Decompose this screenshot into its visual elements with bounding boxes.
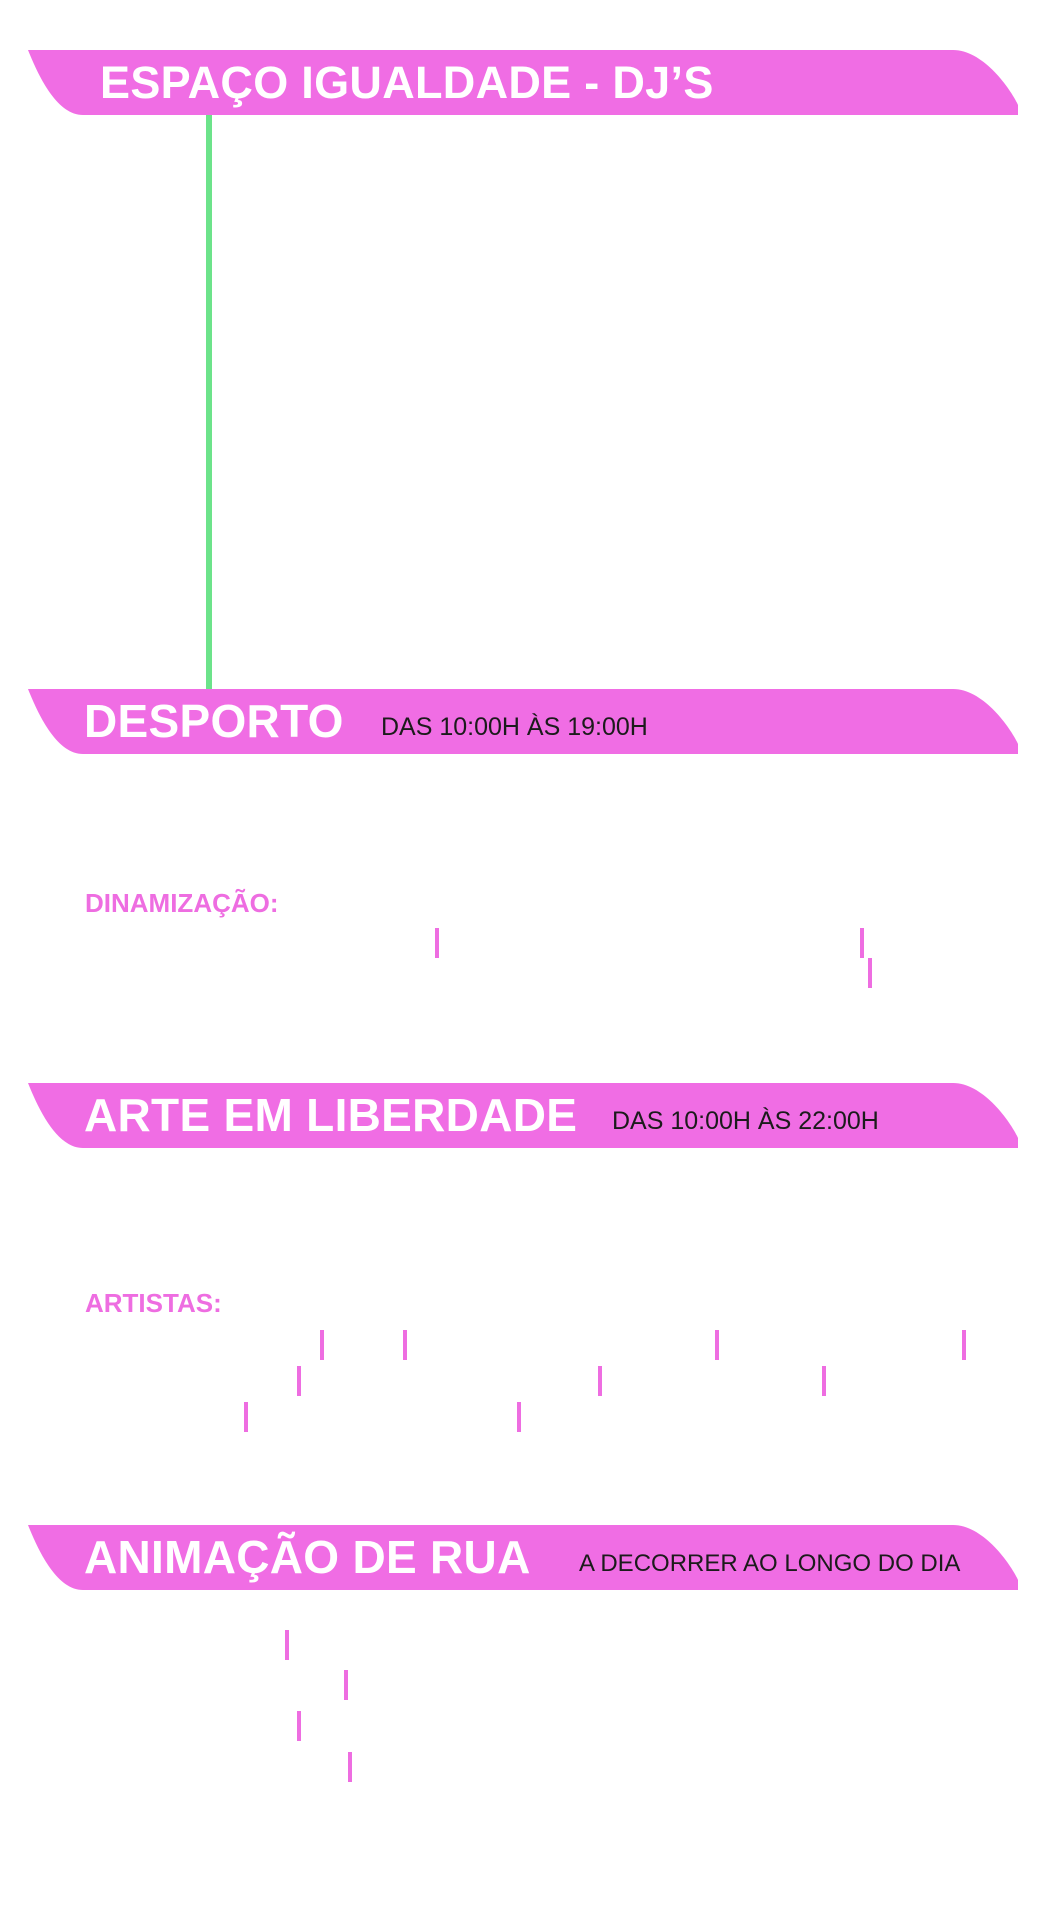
- section-title: ANIMAÇÃO DE RUA: [84, 1531, 531, 1583]
- separator-bar: [962, 1330, 966, 1360]
- separator-bar: [868, 958, 872, 988]
- separator-bar: [244, 1402, 248, 1432]
- separator-bar: [297, 1711, 301, 1741]
- separator-bar: [715, 1330, 719, 1360]
- section-banner-desporto: [28, 689, 1018, 754]
- separator-bar: [320, 1330, 324, 1360]
- separator-bar: [822, 1366, 826, 1396]
- section-schedule: A DECORRER AO LONGO DO DIA: [579, 1550, 961, 1577]
- section-title: DESPORTO: [84, 695, 344, 747]
- separator-bar: [344, 1670, 348, 1700]
- artistas-label: ARTISTAS:: [85, 1288, 222, 1318]
- dinamizacao-label: DINAMIZAÇÃO:: [85, 888, 279, 918]
- section-schedule: DAS 10:00H ÀS 19:00H: [381, 713, 648, 741]
- separator-bar: [285, 1630, 289, 1660]
- separator-bar: [860, 928, 864, 958]
- separator-bar: [348, 1752, 352, 1782]
- section-banner-arte-em-liberdade: [28, 1083, 1018, 1148]
- section-title: ARTE EM LIBERDADE: [84, 1089, 578, 1141]
- separator-bar: [598, 1366, 602, 1396]
- separator-bar: [435, 928, 439, 958]
- section-schedule: DAS 10:00H ÀS 22:00H: [612, 1107, 879, 1135]
- section-title: ESPAÇO IGUALDADE - DJ’S: [100, 57, 714, 108]
- section-banner-animacao-de-rua: [28, 1525, 1018, 1590]
- separator-bar: [297, 1366, 301, 1396]
- timeline-line: [206, 115, 212, 689]
- separator-bar: [517, 1402, 521, 1432]
- separator-bar: [403, 1330, 407, 1360]
- section-banner-espaco-igualdade: [28, 50, 1018, 115]
